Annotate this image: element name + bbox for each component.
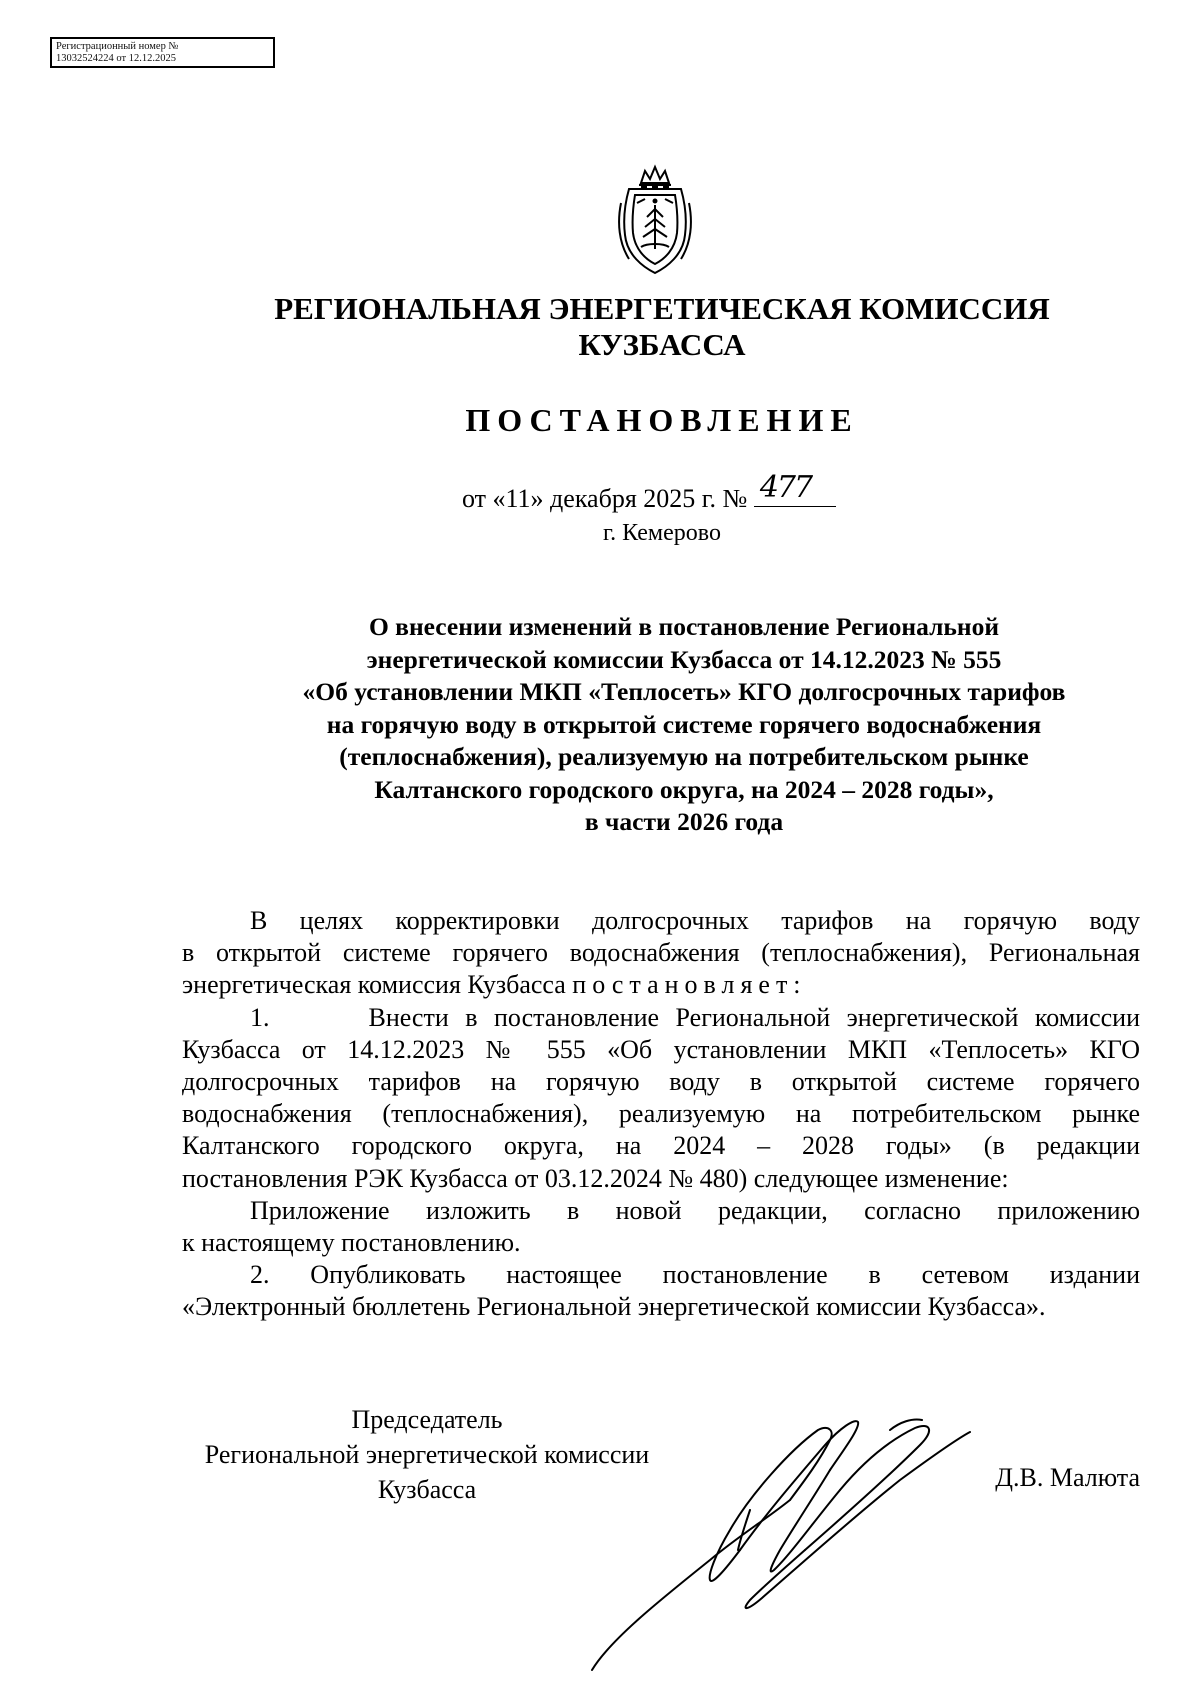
subject-line: (теплоснабжения), реализуемую на потребительском рынке xyxy=(339,742,1029,771)
document-type: ПОСТАНОВЛЕНИЕ xyxy=(465,402,859,438)
body-line: постановления РЭК Кузбасса от 03.12.2024 № 480) следующее изменение: xyxy=(182,1163,1009,1193)
registration-stamp xyxy=(50,37,275,68)
organization-name: РЕГИОНАЛЬНАЯ ЭНЕРГЕТИЧЕСКАЯ КОМИССИЯ xyxy=(274,291,1050,326)
document-body xyxy=(182,905,1140,1324)
subject-line: Калтанского городского округа, на 2024 – 2028 годы», xyxy=(374,774,994,804)
document-date: от «11» декабря 2025 г. № xyxy=(462,484,748,513)
handwritten-signature xyxy=(590,1400,1030,1680)
document-subject xyxy=(240,611,1128,839)
registration-stamp-line2: 13032524224 от 12.12.2025 xyxy=(56,53,176,64)
body-line: В целях корректировки долгосрочных тарифов на горячую воду xyxy=(250,906,1140,935)
body-text: энергетическая комиссия Кузбасса xyxy=(182,970,573,1000)
document-date-line xyxy=(462,470,836,514)
document-number-field xyxy=(754,470,836,507)
signatory-title-line: Председатель xyxy=(351,1405,503,1434)
body-line: долгосрочных тарифов на горячую воду в открытой системе горячего xyxy=(182,1067,1140,1097)
signatory-name: Д.В. Малюта xyxy=(995,1463,1140,1492)
document-number: 477 xyxy=(759,470,812,505)
subject-line: О внесении изменений в постановление Региональной xyxy=(368,612,1000,641)
document-city: г. Кемерово xyxy=(603,520,721,546)
body-line: Калтанского городского округа, на 2024 – 2028 годы» (в редакции xyxy=(182,1131,1140,1161)
body-line: «Электронный бюллетень Региональной энергетической комиссии Кузбасса». xyxy=(182,1292,1046,1322)
resolution-word: постановляет: xyxy=(572,970,807,1000)
signatory-title-line: Региональной энергетической комиссии xyxy=(204,1440,650,1469)
signatory-title-line: Кузбасса xyxy=(377,1475,477,1504)
subject-line: в части 2026 года xyxy=(584,807,784,836)
body-line: Кузбасса от 14.12.2023 № 555 «Об установлении МКП «Теплосеть» КГО xyxy=(182,1034,1140,1064)
registration-stamp-line1: Регистрационный номер № xyxy=(56,41,179,52)
organization-region: КУЗБАССА xyxy=(578,327,746,362)
subject-line: энергетической комиссии Кузбасса от 14.12.2023 № 555 xyxy=(366,644,1002,674)
subject-line: на горячую воду в открытой системе горячего водоснабжения xyxy=(326,709,1042,739)
body-line: в открытой системе горячего водоснабжения (теплоснабжения), Региональная xyxy=(182,938,1140,968)
kuzbass-coat-of-arms-icon xyxy=(615,163,695,278)
body-line xyxy=(182,969,1140,1001)
body-line: к настоящему постановлению. xyxy=(182,1228,521,1258)
body-line: 2. Опубликовать настоящее постановление в сетевом издании xyxy=(250,1260,1140,1290)
subject-line: «Об установлении МКП «Теплосеть» КГО долгосрочных тарифов xyxy=(302,677,1066,706)
body-line: водоснабжения (теплоснабжения), реализуемую на потребительском рынке xyxy=(182,1099,1140,1129)
body-line: 1. Внести в постановление Региональной энергетической комиссии xyxy=(250,1002,1140,1032)
body-line: Приложение изложить в новой редакции, согласно приложению xyxy=(250,1195,1140,1225)
